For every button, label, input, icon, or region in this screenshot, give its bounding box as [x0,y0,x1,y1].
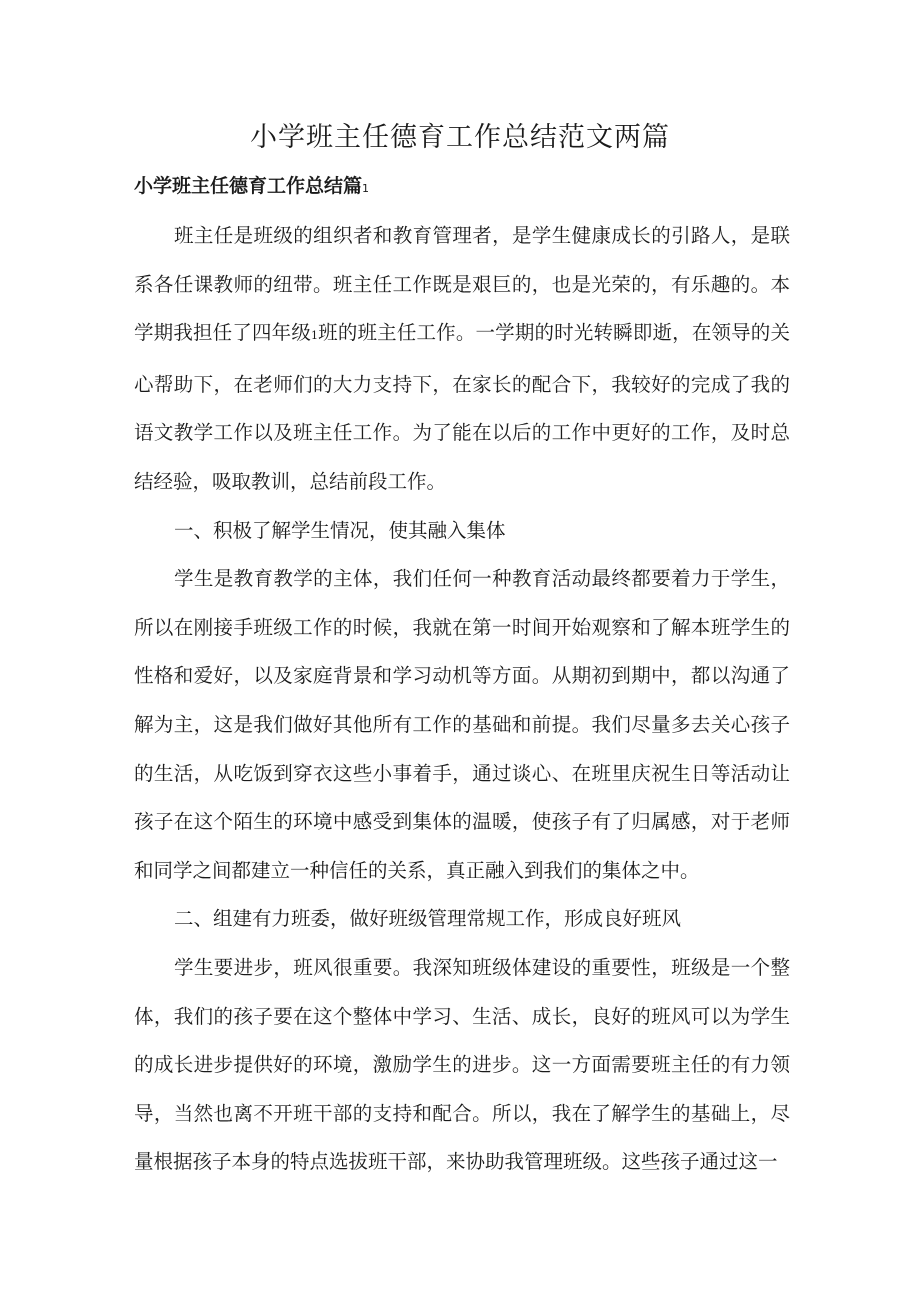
section-heading-text: 小学班主任德育工作总结篇 [134,175,363,197]
section-heading [134,170,369,205]
paragraph-class-spirit: 学生要进步，班风很重要。我深知班级体建设的重要性，班级是一个整体，我们的孩子要在这个整体中学习、生活、成长，良好的班风可以为学生的成长进步提供好的环境，激励学生的进步。这一方面需要班主任的有力领导，当然也离不开班干部的支持和配合。所以，我在了解学生的基础上，尽量根据孩子本身的特点选拔班干部，来协助我管理班级。这些孩子通过这一 [134,955,790,1174]
paragraph-intro-part-2: 班的班主任工作。一学期的时光转瞬即逝，在领导的关心帮助下，在老师们的大力支持下，在家长的配合下，我较好的完成了我的语文教学工作以及班主任工作。为了能在以后的工作中更好的工作，及时总结经验，吸取教训，总结前段工作。 [134,321,790,493]
paragraph-intro-part-1: 班主任是班级的组织者和教育管理者，是学生健康成长的引路人，是联系各任课教师的纽带。班主任工作既是艰巨的，也是光荣的，有乐趣的。本学期我担任了四年级 [134,224,790,345]
document-title: 小学班主任德育工作总结范文两篇 [250,122,670,153]
section-heading-number: 1 [362,182,370,195]
paragraph-understand-students: 学生是教育教学的主体，我们任何一种教育活动最终都要着力于学生，所以在刚接手班级工作的时候，我就在第一时间开始观察和了解本班学生的性格和爱好，以及家庭背景和学习动机等方面。从期初到期中，都以沟通了解为主，这是我们做好其他所有工作的基础和前提。我们尽量多去关心孩子的生活，从吃饭到穿衣这些小事着手，通过谈心、在班里庆祝生日等活动让孩子在这个陌生的环境中感受到集体的温暖，使孩子有了归属感，对于老师和同学之间都建立一种信任的关系，真正融入到我们的集体之中。 [134,567,790,882]
paragraph-heading-1: 一、积极了解学生情况，使其融入集体 [174,518,506,542]
paragraph-heading-2: 二、组建有力班委，做好班级管理常规工作，形成良好班风 [174,907,682,931]
paragraph-intro [134,212,790,507]
document-body [134,212,790,1187]
paragraph-intro-number: 1 [311,329,318,343]
